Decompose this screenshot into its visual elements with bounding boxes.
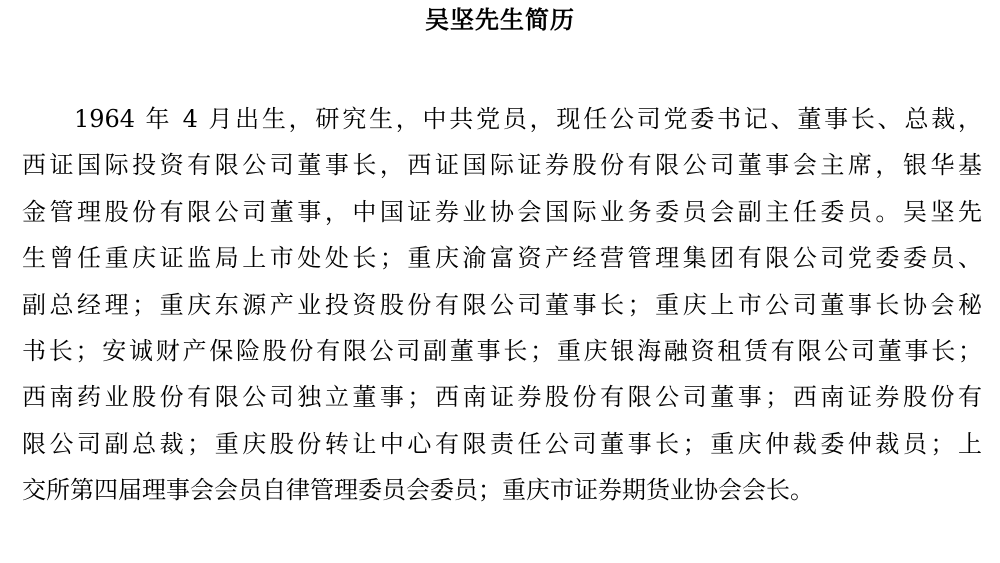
document-title: 吴坚先生简历 bbox=[425, 5, 575, 34]
paragraph-line: 交所第四届理事会会员自律管理委员会委员；重庆市证券期货业协会会长。 bbox=[22, 476, 814, 505]
paragraph-line: 西证国际投资有限公司董事长，西证国际证券股份有限公司董事会主席，银华基 bbox=[22, 151, 982, 180]
paragraph-line: 生曾任重庆证监局上市处处长；重庆渝富资产经营管理集团有限公司党委委员、 bbox=[22, 244, 982, 273]
resume-paragraph bbox=[22, 96, 982, 514]
paragraph-line: 西南药业股份有限公司独立董事；西南证券股份有限公司董事；西南证券股份有 bbox=[22, 383, 982, 412]
paragraph-line: 书长；安诚财产保险股份有限公司副董事长；重庆银海融资租赁有限公司董事长； bbox=[22, 336, 982, 365]
paragraph-line: 1964 年 4 月出生，研究生，中共党员，现任公司党委书记、董事长、总裁， bbox=[74, 105, 982, 133]
paragraph-line: 限公司副总裁；重庆股份转让中心有限责任公司董事长；重庆仲裁委仲裁员；上 bbox=[22, 429, 982, 458]
paragraph-line: 金管理股份有限公司董事，中国证券业协会国际业务委员会副主任委员。吴坚先 bbox=[22, 197, 982, 226]
paragraph-line: 副总经理；重庆东源产业投资股份有限公司董事长；重庆上市公司董事长协会秘 bbox=[22, 290, 982, 319]
